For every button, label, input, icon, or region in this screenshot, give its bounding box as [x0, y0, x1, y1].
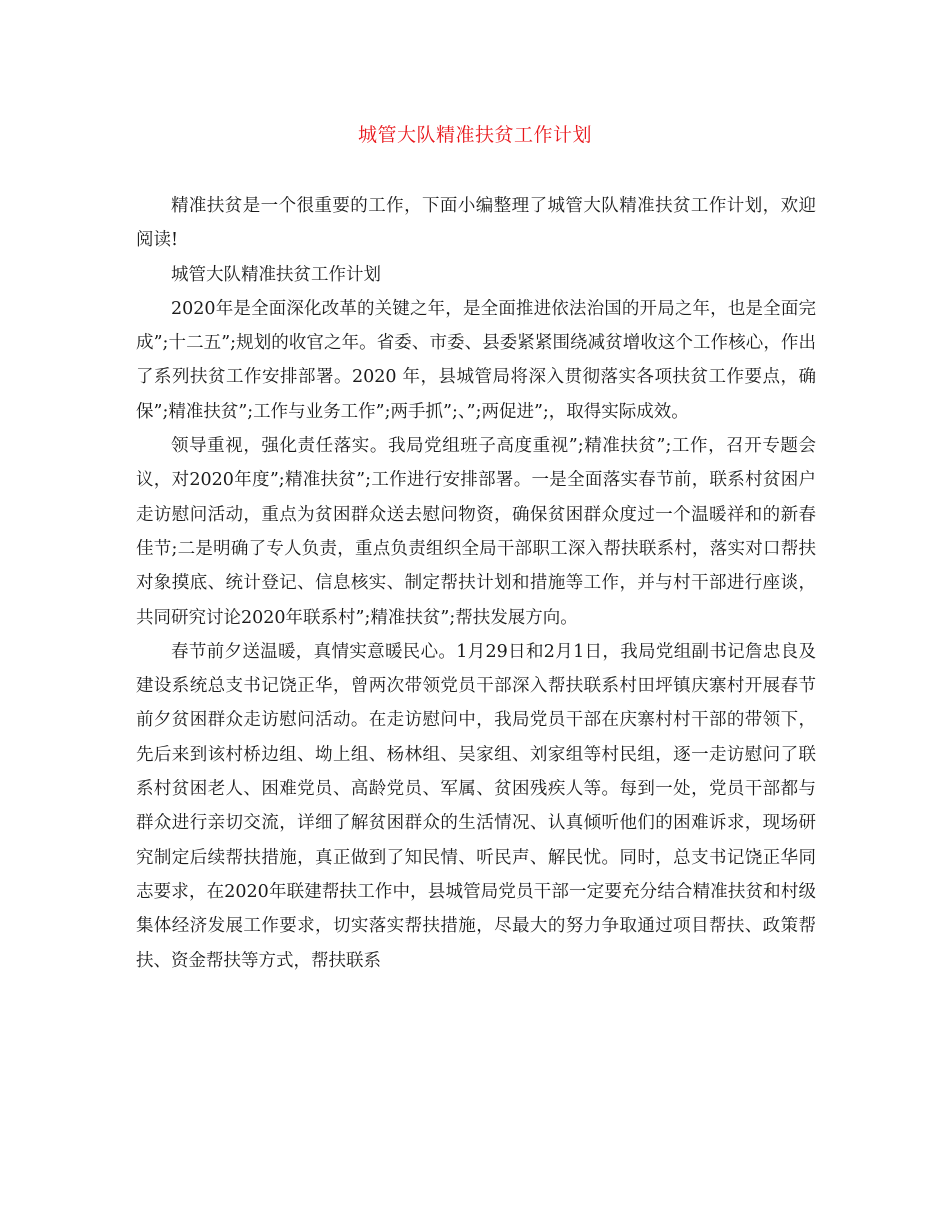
intro-paragraph: 精准扶贫是一个很重要的工作，下面小编整理了城管大队精准扶贫工作计划，欢迎阅读!: [136, 196, 816, 251]
section-heading: 城管大队精准扶贫工作计划: [171, 264, 381, 285]
document-title: 城管大队精准扶贫工作计划: [357, 124, 592, 146]
paragraph-overview: 2020年是全面深化改革的关键之年，是全面推进依法治国的开局之年，也是全面完成”;十二五”;规划的收官之年。省委、市委、县委紧紧围绕减贫增收这个工作核心，作出了系列扶贫工作安排部署。2020 年，县城管局将深入贯彻落实各项扶贫工作要点，确保”;精准扶贫”;工作与业务工作”;两手抓”;、”;两促进”;，取得实际成效。: [136, 298, 816, 422]
document-body: [136, 189, 816, 978]
paragraph-leadership: 领导重视，强化责任落实。我局党组班子高度重视”;精准扶贫”;工作，召开专题会议，对2020年度”;精准扶贫”;工作进行安排部署。一是全面落实春节前，联系村贫困户走访慰问活动，重点为贫困群众送去慰问物资，确保贫困群众度过一个温暖祥和的新春佳节;二是明确了专人负责，重点负责组织全局干部职工深入帮扶联系村，落实对口帮扶对象摸底、统计登记、信息核实、制定帮扶计划和措施等工作，并与村干部进行座谈，共同研究讨论2020年联系村”;精准扶贫”;帮扶发展方向。: [136, 436, 816, 628]
paragraph-spring-festival: 春节前夕送温暖，真情实意暖民心。1月29日和2月1日，我局党组副书记詹忠良及建设系统总支书记饶正华，曾两次带领党员干部深入帮扶联系村田坪镇庆寨村开展春节前夕贫困群众走访慰问活动。在走访慰问中，我局党员干部在庆寨村村干部的带领下，先后来到该村桥边组、坳上组、杨林组、吴家组、刘家组等村民组，逐一走访慰问了联系村贫困老人、困难党员、高龄党员、军属、贫困残疾人等。每到一处，党员干部都与群众进行亲切交流，详细了解贫困群众的生活情况、认真倾听他们的困难诉求，现场研究制定后续帮扶措施，真正做到了知民情、听民声、解民忧。同时，总支书记饶正华同志要求，在2020年联建帮扶工作中，县城管局党员干部一定要充分结合精准扶贫和村级集体经济发展工作要求，切实落实帮扶措施，尽最大的努力争取通过项目帮扶、政策帮扶、资金帮扶等方式，帮扶联系: [136, 641, 816, 971]
